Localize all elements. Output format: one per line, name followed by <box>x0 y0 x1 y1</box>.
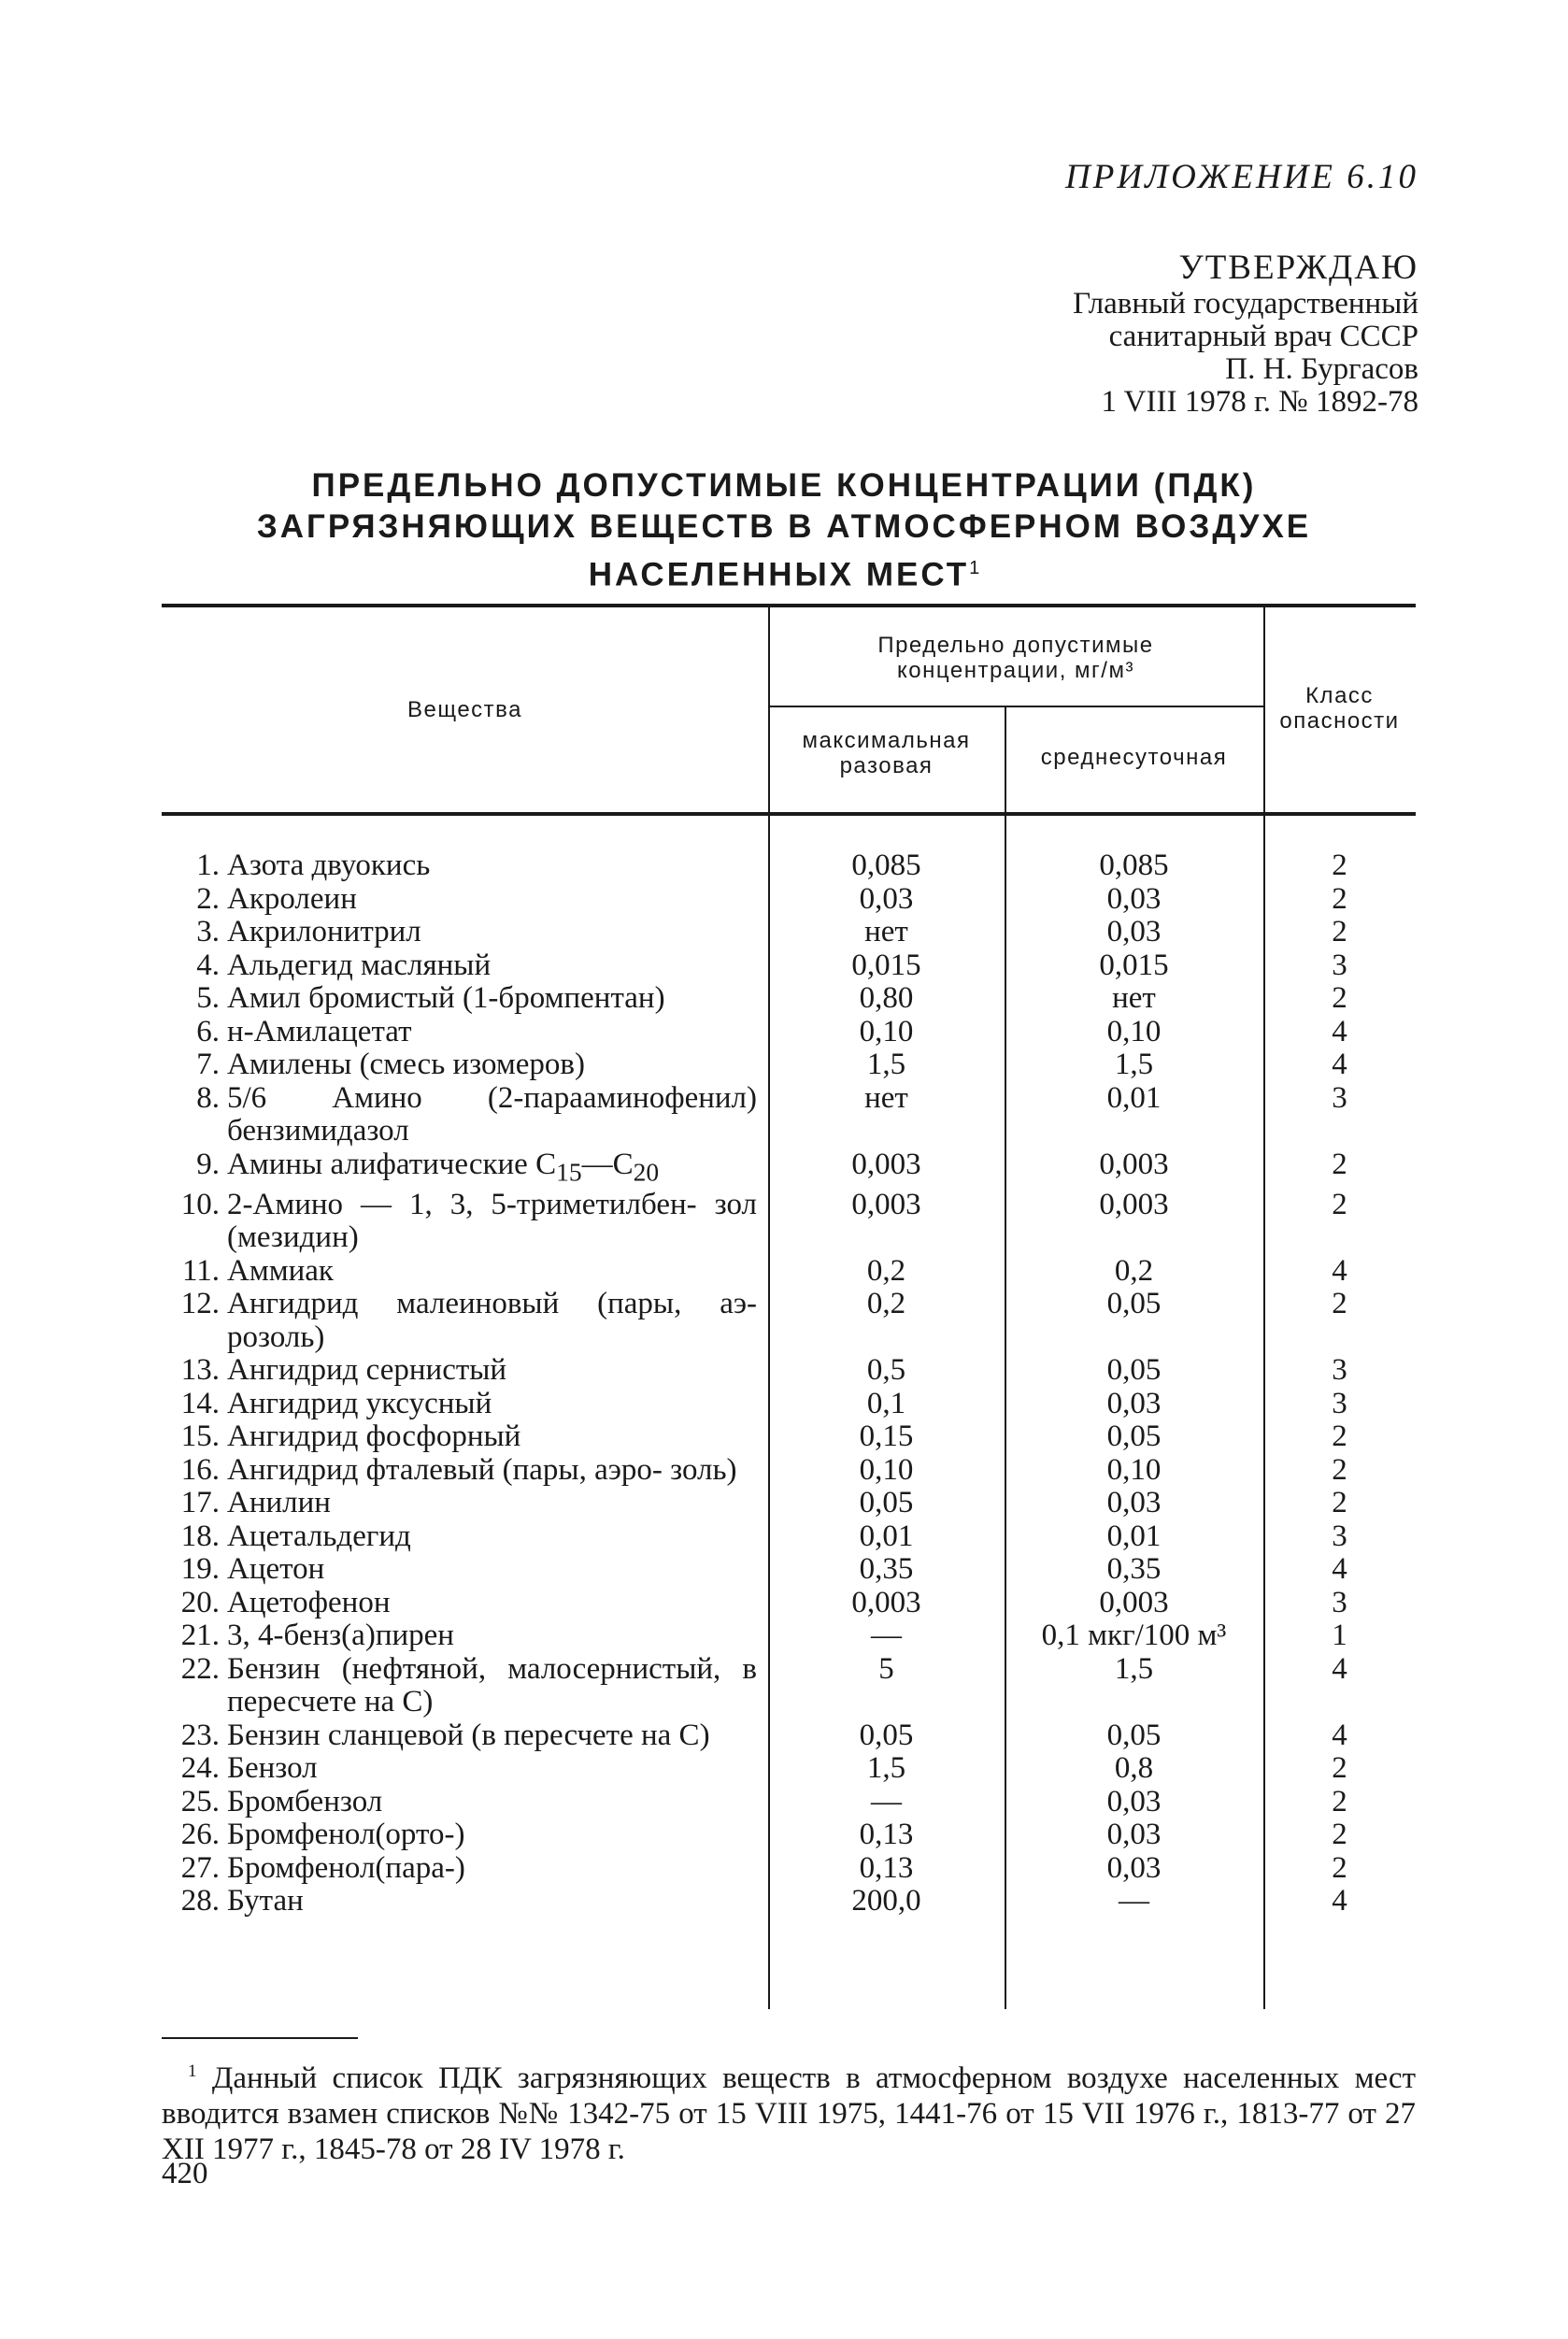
substance-name: Ангидрид фосфорный <box>227 1419 521 1454</box>
approval-line: П. Н. Бургасов <box>1225 352 1418 386</box>
table-row <box>0 949 1568 983</box>
table-row <box>0 1420 1568 1454</box>
approval-title: УТВЕРЖДАЮ <box>1178 249 1418 287</box>
avg-value: 0,35 <box>1106 1552 1162 1587</box>
table-row <box>0 1487 1568 1520</box>
table-top-rule <box>162 604 1416 607</box>
max-value: 0,003 <box>851 1147 921 1181</box>
substance-name: Альдегид масляный <box>227 948 492 982</box>
hazard-class: 2 <box>1332 1452 1347 1487</box>
avg-value: 0,05 <box>1106 1419 1162 1454</box>
row-number: 23. <box>180 1718 220 1752</box>
hazard-class: 4 <box>1332 1253 1347 1288</box>
substance-name: Бензин (нефтяной, малосернистый, в пересчете на С) <box>227 1651 757 1719</box>
hazard-class: 2 <box>1332 881 1347 916</box>
avg-value: 0,03 <box>1106 1386 1162 1420</box>
table-row <box>0 1719 1568 1753</box>
table-row <box>0 1752 1568 1786</box>
substance-name: Азота двуокись <box>227 849 431 882</box>
hazard-class: 2 <box>1332 1187 1347 1221</box>
substance-name: Ангидрид уксусный <box>227 1386 492 1420</box>
subscript: 20 <box>633 1157 660 1187</box>
hazard-class: 2 <box>1332 1850 1347 1885</box>
hazard-class: 4 <box>1332 1014 1347 1048</box>
row-number: 28. <box>180 1884 220 1918</box>
appendix-label: ПРИЛОЖЕНИЕ 6.10 <box>1065 158 1418 196</box>
avg-value: 1,5 <box>1114 1651 1154 1686</box>
row-number: 10. <box>180 1187 220 1221</box>
max-value: 0,10 <box>859 1014 914 1048</box>
avg-value: 0,03 <box>1106 881 1162 916</box>
row-number: 21. <box>180 1619 220 1653</box>
substance-name: Ацетон <box>227 1552 325 1587</box>
substance-name: Ацетальдегид <box>227 1519 411 1553</box>
max-value: 0,01 <box>859 1519 914 1553</box>
row-number: 14. <box>180 1386 220 1420</box>
table-row <box>0 1148 1568 1189</box>
table-row <box>0 1619 1568 1653</box>
table-row <box>0 1653 1568 1719</box>
max-value: 0,003 <box>851 1187 921 1221</box>
header-concentration-group <box>768 633 1263 683</box>
row-number: 13. <box>180 1353 220 1388</box>
max-value: 1,5 <box>866 1751 906 1786</box>
substance-name: Амилены (смесь изомеров) <box>227 1048 585 1081</box>
max-value: 0,15 <box>859 1419 914 1454</box>
row-number: 12. <box>180 1287 220 1321</box>
approval-block <box>1073 249 1418 419</box>
substance-name-text: Амины алифатические C <box>227 1147 557 1181</box>
table-row <box>0 1885 1568 1918</box>
header-class-line: Класс <box>1305 683 1374 708</box>
max-value: 0,13 <box>859 1818 914 1852</box>
hazard-class: 2 <box>1332 1147 1347 1181</box>
row-number: 11. <box>181 1253 220 1288</box>
title-line: ПРЕДЕЛЬНО ДОПУСТИМЫЕ КОНЦЕНТРАЦИИ (ПДК) <box>311 467 1257 504</box>
row-number: 3. <box>196 915 220 948</box>
avg-value: 0,03 <box>1106 1818 1162 1852</box>
max-value: 5 <box>878 1651 894 1686</box>
header-group-rule <box>768 706 1263 707</box>
row-number: 1. <box>196 849 220 882</box>
footnote-mark: 1 <box>188 2061 197 2081</box>
approval-line: санитарный врач СССР <box>1108 320 1418 353</box>
header-group-line: концентрации, мг/м³ <box>897 658 1134 683</box>
row-number: 24. <box>180 1751 220 1786</box>
hazard-class: 1 <box>1332 1619 1347 1653</box>
substance-name-text: —C <box>581 1147 634 1181</box>
max-value: 0,80 <box>859 981 914 1015</box>
row-number: 18. <box>180 1519 220 1553</box>
max-value: 1,5 <box>866 1048 906 1081</box>
approval-line: Главный государственный <box>1073 287 1418 321</box>
substance-name: Бромфенол(орто-) <box>227 1818 465 1852</box>
row-number: 15. <box>180 1419 220 1454</box>
header-group-line: Предельно допустимые <box>877 633 1154 658</box>
substance-name: Ацетофенон <box>227 1585 391 1619</box>
max-value: 0,1 <box>866 1386 906 1420</box>
max-value: 200,0 <box>851 1884 921 1918</box>
avg-value: 0,085 <box>1099 849 1169 882</box>
avg-value: 0,03 <box>1106 1486 1162 1520</box>
hazard-class: 3 <box>1332 1080 1347 1115</box>
substance-name: н-Амилацетат <box>227 1014 412 1048</box>
table-row <box>0 1388 1568 1421</box>
hazard-class: 2 <box>1332 849 1347 882</box>
table-row <box>0 1255 1568 1289</box>
avg-value: 1,5 <box>1114 1048 1154 1081</box>
max-value: — <box>871 1784 902 1818</box>
avg-value: 0,03 <box>1106 1850 1162 1885</box>
avg-value: 0,8 <box>1114 1751 1154 1786</box>
hazard-class: 2 <box>1332 915 1347 948</box>
footnote-text: Данный список ПДК загрязняющих веществ в атмосферном воздухе населенных мест вводится взамен списков №№ 1342-75 от 15 VIII 1975, 1441-76 от 15 VII 1976 г., 1813-77 от 27 XII 1977 г., 1845-78 от 28 IV 1978 г. <box>162 2061 1416 2166</box>
hazard-class: 2 <box>1332 1419 1347 1454</box>
hazard-class: 3 <box>1332 1386 1347 1420</box>
avg-value: 0,03 <box>1106 915 1162 948</box>
avg-value: 0,003 <box>1099 1187 1169 1221</box>
table-row <box>0 1288 1568 1354</box>
header-hazard-class <box>1263 683 1416 734</box>
table-row <box>0 1553 1568 1587</box>
substance-name: 3, 4-бенз(а)пирен <box>227 1619 454 1653</box>
row-number: 16. <box>180 1452 220 1487</box>
row-number: 17. <box>180 1486 220 1520</box>
substance-name: Ангидрид сернистый <box>227 1353 507 1388</box>
table-row <box>0 1454 1568 1488</box>
substance-name: Бромбензол <box>227 1784 383 1818</box>
row-number: 7. <box>196 1048 220 1081</box>
hazard-class: 2 <box>1332 1287 1347 1321</box>
max-value: 0,2 <box>866 1253 906 1288</box>
hazard-class: 4 <box>1332 1048 1347 1081</box>
header-max-line: максимальная <box>802 728 971 753</box>
hazard-class: 4 <box>1332 1552 1347 1587</box>
avg-value: 0,10 <box>1106 1452 1162 1487</box>
table-row <box>0 1520 1568 1554</box>
substance-name: Акрилонитрил <box>227 915 421 948</box>
avg-value: 0,2 <box>1114 1253 1154 1288</box>
table-row <box>0 982 1568 1016</box>
avg-value: 0,05 <box>1106 1287 1162 1321</box>
row-number: 6. <box>196 1014 220 1048</box>
table-row <box>0 1852 1568 1886</box>
max-value: 0,05 <box>859 1718 914 1752</box>
max-value: нет <box>864 1080 908 1115</box>
max-value: нет <box>864 915 908 948</box>
table-row <box>0 1048 1568 1082</box>
avg-value: 0,1 мкг/100 м³ <box>1041 1619 1227 1653</box>
table-row <box>0 1818 1568 1852</box>
avg-value: нет <box>1112 981 1156 1015</box>
hazard-class: 3 <box>1332 1519 1347 1553</box>
max-value: 0,5 <box>866 1353 906 1388</box>
avg-value: 0,003 <box>1099 1147 1169 1181</box>
row-number: 27. <box>180 1850 220 1885</box>
page-number: 420 <box>162 2157 208 2190</box>
title-line-text: НАСЕЛЕННЫХ МЕСТ <box>588 556 970 593</box>
avg-value: 0,01 <box>1106 1519 1162 1553</box>
avg-value: 0,015 <box>1099 948 1169 982</box>
hazard-class: 2 <box>1332 1486 1347 1520</box>
title-line: ЗАГРЯЗНЯЮЩИХ ВЕЩЕСТВ В АТМОСФЕРНОМ ВОЗДУХЕ <box>256 508 1312 545</box>
max-value: 0,015 <box>851 948 921 982</box>
max-value: 0,35 <box>859 1552 914 1587</box>
row-number: 26. <box>180 1818 220 1852</box>
footnote-mark: 1 <box>969 558 980 578</box>
avg-value: 0,003 <box>1099 1585 1169 1619</box>
table-body <box>0 849 1568 1918</box>
header-bottom-rule <box>162 812 1416 816</box>
avg-value: — <box>1119 1884 1149 1918</box>
hazard-class: 3 <box>1332 1585 1347 1619</box>
table-row <box>0 1016 1568 1049</box>
max-value: 0,03 <box>859 881 914 916</box>
substance-name: 2-Амино — 1, 3, 5-триметилбен- зол (мезидин) <box>227 1187 757 1255</box>
substance-name: Аммиак <box>227 1253 334 1288</box>
hazard-class: 2 <box>1332 1751 1347 1786</box>
hazard-class: 3 <box>1332 1353 1347 1388</box>
hazard-class: 2 <box>1332 981 1347 1015</box>
row-number: 4. <box>196 948 220 982</box>
hazard-class: 4 <box>1332 1884 1347 1918</box>
approval-line: 1 VIII 1978 г. № 1892-78 <box>1101 385 1418 419</box>
header-max-single <box>768 728 1005 778</box>
table-row <box>0 1587 1568 1620</box>
row-number: 20. <box>180 1585 220 1619</box>
table-row <box>0 849 1568 883</box>
row-number: 5. <box>196 981 220 1015</box>
header-class-line: опасности <box>1279 708 1400 734</box>
max-value: 0,2 <box>866 1287 906 1321</box>
substance-name: Анилин <box>227 1486 331 1520</box>
row-number: 9. <box>196 1147 220 1181</box>
table-row <box>0 883 1568 917</box>
footnote-rule <box>162 2037 358 2039</box>
substance-name: Бензин сланцевой (в пересчете на С) <box>227 1718 710 1752</box>
header-daily-average: среднесуточная <box>1040 745 1228 770</box>
hazard-class: 2 <box>1332 1818 1347 1852</box>
table-row <box>0 1189 1568 1255</box>
substance-name: Амил бромистый (1-бромпентан) <box>227 981 665 1015</box>
substance-name: Бутан <box>227 1884 304 1918</box>
table-row <box>0 916 1568 949</box>
row-number: 8. <box>196 1080 220 1115</box>
max-value: 0,13 <box>859 1850 914 1885</box>
hazard-class: 3 <box>1332 948 1347 982</box>
substance-name: Ангидрид малеиновый (пары, аэ- розоль) <box>227 1287 757 1354</box>
title-line <box>150 548 1418 596</box>
substance-name: Ангидрид фталевый (пары, аэро- золь) <box>227 1452 737 1487</box>
table-row <box>0 1786 1568 1819</box>
footnote <box>162 2054 1416 2167</box>
hazard-class: 2 <box>1332 1784 1347 1818</box>
avg-value: 0,03 <box>1106 1784 1162 1818</box>
max-value: 0,05 <box>859 1486 914 1520</box>
substance-name: Акролеин <box>227 881 357 916</box>
table-row <box>0 1354 1568 1388</box>
substance-name: 5/6 Амино (2-парааминофенил) бензимидазол <box>227 1080 757 1148</box>
hazard-class: 4 <box>1332 1718 1347 1752</box>
hazard-class: 4 <box>1332 1651 1347 1686</box>
table-row <box>0 1082 1568 1148</box>
substance-name <box>220 1148 757 1189</box>
row-number: 25. <box>180 1784 220 1818</box>
max-value: 0,003 <box>851 1585 921 1619</box>
substance-name: Бензол <box>227 1751 318 1786</box>
header-substance: Вещества <box>407 697 522 722</box>
row-number: 2. <box>196 881 220 916</box>
max-value: — <box>871 1619 902 1653</box>
avg-value: 0,05 <box>1106 1718 1162 1752</box>
row-number: 19. <box>180 1552 220 1587</box>
substance-name: Бромфенол(пара-) <box>227 1850 465 1885</box>
max-value: 0,085 <box>851 849 921 882</box>
avg-value: 0,01 <box>1106 1080 1162 1115</box>
document-title <box>150 465 1418 596</box>
avg-value: 0,10 <box>1106 1014 1162 1048</box>
row-number: 22. <box>180 1651 220 1686</box>
avg-value: 0,05 <box>1106 1353 1162 1388</box>
subscript: 15 <box>556 1157 582 1187</box>
header-max-line: разовая <box>839 753 934 778</box>
max-value: 0,10 <box>859 1452 914 1487</box>
